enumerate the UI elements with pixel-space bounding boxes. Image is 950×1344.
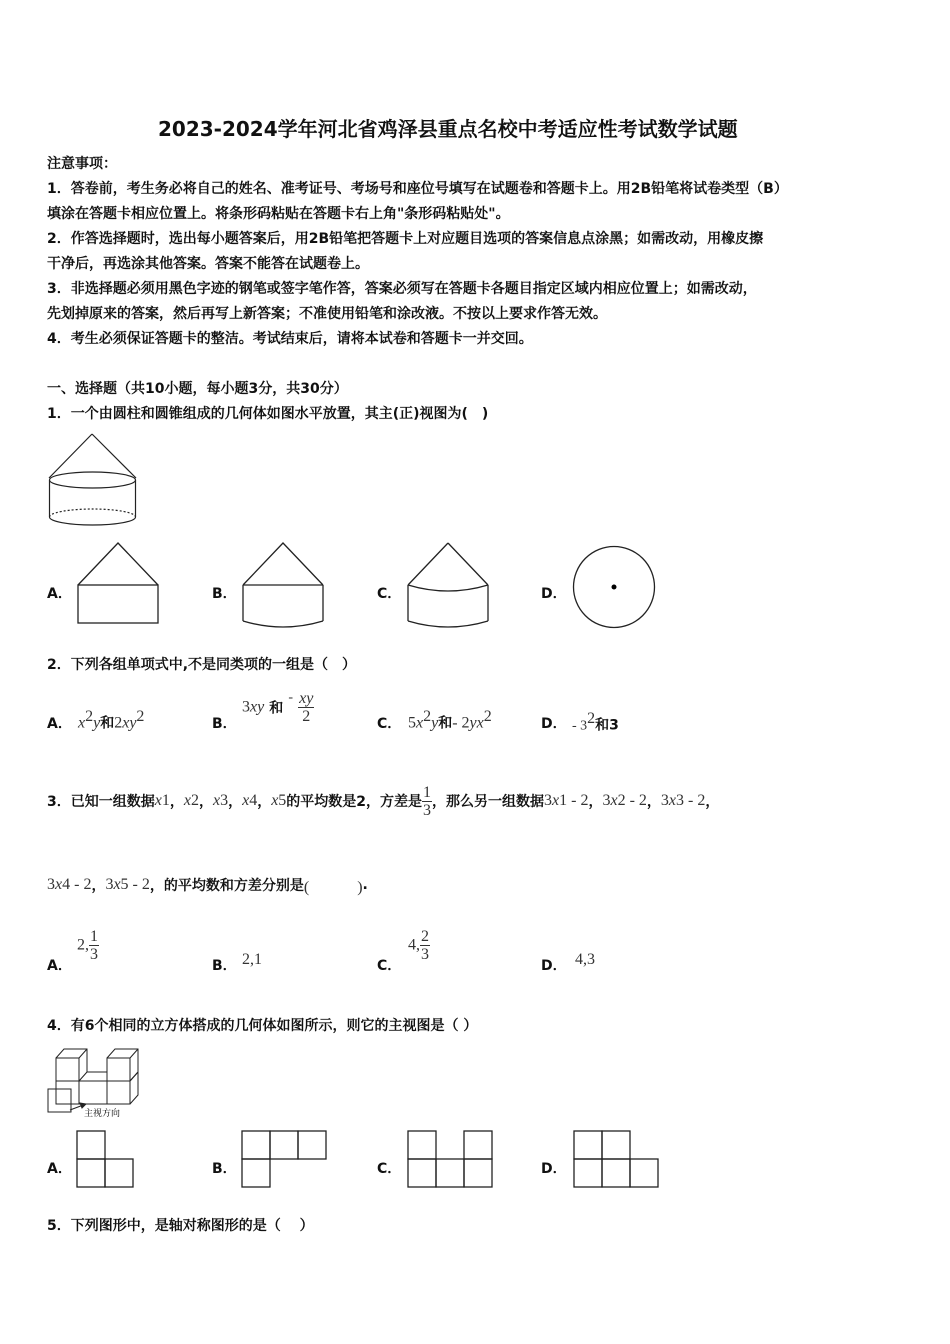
q3-option-a[interactable]: 2, $\frac{1}{3}$: [77, 928, 98, 963]
q2-option-b[interactable]: 3xy 和 - $\frac{xy}{2}$: [242, 690, 314, 725]
option-label-d: D．: [541, 1161, 567, 1177]
cube-stack-figure: [46, 1044, 146, 1124]
option-label-c: C．: [377, 958, 402, 974]
question-5-stem: 5．下列图形中，是轴对称图形的是（ ）: [47, 1218, 314, 1234]
notice-line: 1．答卷前，考生务必将自己的姓名、准考证号、考场号和座位号填写在试题卷和答题卡上。用2B铅笔将试卷类型（B）: [47, 181, 788, 197]
question-2-stem: 2．下列各组单项式中,不是同类项的一组是（ ）: [47, 657, 357, 673]
q4-option-b-figure[interactable]: [241, 1130, 331, 1190]
option-label-b: B．: [212, 586, 237, 602]
q2-option-d[interactable]: - $3^2$和3: [572, 710, 619, 734]
q4-option-c-figure[interactable]: [407, 1130, 497, 1190]
q3-option-c[interactable]: 4, $\frac{2}{3}$: [408, 928, 429, 963]
q3-option-b[interactable]: 2,1: [242, 951, 262, 968]
option-label-c: C．: [377, 1161, 402, 1177]
question-3-stem-cont: 3 x 4 - 2 ， 3 x 5 - 2 ，的平均数和方差分别是 ( ) .: [47, 876, 368, 896]
option-label-a: A．: [47, 586, 72, 602]
option-label-b: B．: [212, 1161, 237, 1177]
q4-option-a-figure[interactable]: [76, 1130, 136, 1190]
question-4-stem: 4．有6个相同的立方体搭成的几何体如图所示，则它的主视图是（ ）: [47, 1018, 478, 1034]
page-title: 2023-2024学年河北省鸡泽县重点名校中考适应性考试数学试题: [158, 117, 738, 141]
notice-line: 4．考生必须保证答题卡的整洁。考试结束后，请将本试卷和答题卡一并交回。: [47, 331, 533, 347]
option-label-a: A．: [47, 958, 72, 974]
option-label-a: A．: [47, 716, 72, 732]
notice-line: 2．作答选择题时，选出每小题答案后，用2B铅笔把答题卡上对应题目选项的答案信息点涂黑；如需改动，用橡皮擦: [47, 231, 764, 247]
option-label-d: D．: [541, 716, 567, 732]
q1-option-d-figure[interactable]: [572, 545, 658, 631]
question-1-stem: 1．一个由圆柱和圆锥组成的几何体如图水平放置，其主(正)视图为( ): [47, 406, 489, 422]
notice-line: 填涂在答题卡相应位置上。将条形码粘贴在答题卡右上角"条形码粘贴处"。: [47, 206, 510, 222]
notice-line: 3．非选择题必须用黑色字迹的钢笔或签字笔作答，答案必须写在答题卡各题目指定区域内相应位置上；如需改动，: [47, 281, 757, 297]
q2-option-c[interactable]: $5x^2y$和- $2yx^2$: [408, 708, 492, 732]
option-label-b: B．: [212, 958, 237, 974]
notice-line: 先划掉原来的答案，然后再写上新答案；不准使用铅笔和涂改液。不按以上要求作答无效。: [47, 306, 607, 322]
option-label-d: D．: [541, 958, 567, 974]
q1-option-a-figure[interactable]: [76, 541, 162, 627]
q1-option-b-figure[interactable]: [241, 541, 327, 631]
view-direction-label: 主视方向: [84, 1109, 121, 1119]
option-label-d: D．: [541, 586, 567, 602]
notice-heading: 注意事项：: [47, 156, 117, 172]
notice-line: 干净后，再选涂其他答案。答案不能答在试题卷上。: [47, 256, 369, 272]
option-label-a: A．: [47, 1161, 72, 1177]
q1-option-c-figure[interactable]: [406, 541, 492, 631]
q2-option-a[interactable]: $x^2y$和$2xy^2$: [78, 708, 145, 732]
cylinder-cone-figure: [45, 430, 145, 530]
option-label-b: B．: [212, 716, 237, 732]
q3-option-d[interactable]: 4,3: [575, 951, 595, 968]
option-label-c: C．: [377, 716, 402, 732]
question-3-stem: 3．已知一组数据 x 1 ， x 2 ， x 3 ， x 4 ， x 5 的平均数是2，方差是 $\frac{1}{3}$ ，那么另一组数据 3 x 1 - 2 ， 3 x 2 - 2 ， 3 x 3 - 2 ，: [47, 783, 720, 819]
option-label-c: C．: [377, 586, 402, 602]
q4-option-d-figure[interactable]: [573, 1130, 663, 1190]
fraction: $\frac{1}{3}$: [423, 783, 432, 819]
section-heading: 一、选择题（共10小题，每小题3分，共30分）: [47, 381, 348, 397]
